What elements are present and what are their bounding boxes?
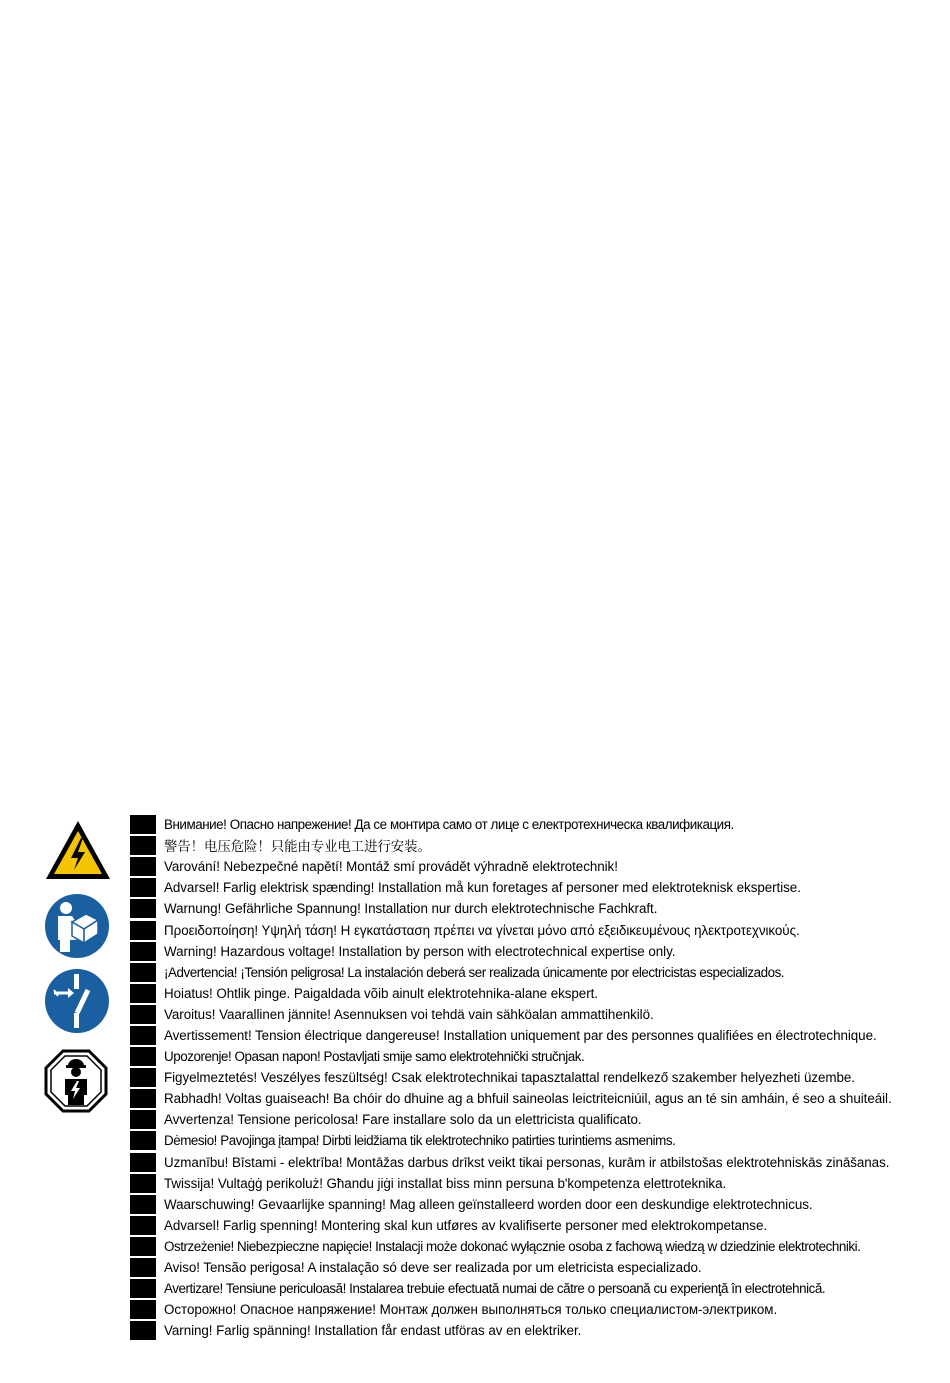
warning-row (130, 1130, 940, 1151)
electrician-only-icon (44, 1049, 108, 1113)
warning-row (130, 835, 940, 856)
language-marker (130, 963, 156, 982)
warning-text: Waarschuwing! Gevaarlijke spanning! Mag alleen geïnstalleerd worden door een deskundige elektrotechnicus. (164, 1196, 813, 1212)
warning-row (130, 1236, 940, 1257)
language-marker (130, 984, 156, 1003)
warning-text: Varování! Nebezpečné napětí! Montáž smí provádět výhradně elektrotechnik! (164, 859, 618, 875)
warning-row (130, 941, 940, 962)
warning-text: Varning! Farlig spänning! Installation får endast utföras av en elektriker. (164, 1323, 582, 1339)
warning-text: Warning! Hazardous voltage! Installation by person with electrotechnical expertise only. (164, 943, 676, 959)
language-marker (130, 1321, 156, 1340)
warning-row (130, 1194, 940, 1215)
warning-text: Rabhadh! Voltas guaiseach! Ba chóir do dhuine ag a bhfuil saineolas leictriteicniúil, agus an té sin amháin, é seo a shuiteáil. (164, 1091, 892, 1107)
warning-text: Προειδοποίηση! Υψηλή τάση! Η εγκατάσταση πρέπει να γίνεται μόνο από εξειδικευμένους ηλεκτροτεχνικούς. (164, 922, 800, 938)
language-marker (130, 1026, 156, 1045)
warning-row (130, 1278, 940, 1299)
warning-row (130, 1257, 940, 1278)
warning-row (130, 1173, 940, 1194)
warning-text: Dėmesio! Pavojinga įtampa! Dirbti leidžiama tik elektrotechniko patirties turintiems asmenims. (164, 1133, 676, 1149)
warning-text: Advarsel! Farlig elektrisk spænding! Installation må kun foretages af personer med elektroteknisk ekspertise. (164, 880, 801, 896)
warning-row (130, 1025, 940, 1046)
warning-text: ¡Advertencia! ¡Tensión peligrosa! La instalación deberá ser realizada únicamente por electricistas especializados. (164, 964, 785, 980)
language-marker (130, 1068, 156, 1087)
language-marker (130, 899, 156, 918)
warning-text: Осторожно! Опасное напряжение! Монтаж должен выполняться только специалистом-электриком. (164, 1302, 778, 1318)
warning-text: Upozorenje! Opasan napon! Postavljati smije samo elektrotehnički stručnjak. (164, 1049, 585, 1065)
language-marker (130, 878, 156, 897)
warning-text: Внимание! Опасно напрежение! Да се монтира само от лице с електротехническа квалификация. (164, 817, 734, 833)
language-marker (130, 1216, 156, 1235)
warning-text: Avvertenza! Tensione pericolosa! Fare installare solo da un elettricista qualificato. (164, 1112, 642, 1128)
warning-text: Aviso! Tensão perigosa! A instalação só deve ser realizada por um eletricista especializado. (164, 1260, 702, 1276)
warning-text: Figyelmeztetés! Veszélyes feszültség! Csak elektrotechnikai tapasztalattal rendelkező szakember helyezheti üzembe. (164, 1070, 855, 1086)
warning-row (130, 1299, 940, 1320)
warnings-list (130, 814, 940, 1341)
warning-row (130, 1046, 940, 1067)
warning-row (130, 919, 940, 940)
warning-text: Hoiatus! Ohtlik pinge. Paigaldada võib ainult elektrotehnika-alane ekspert. (164, 985, 598, 1001)
language-marker (130, 1195, 156, 1214)
warning-row (130, 983, 940, 1004)
warning-text: Varoitus! Vaarallinen jännite! Asennuksen voi tehdä vain sähköalan ammattihenkilö. (164, 1006, 654, 1022)
warning-row (130, 898, 940, 919)
warning-row (130, 962, 940, 983)
language-marker (130, 1047, 156, 1066)
warning-row (130, 856, 940, 877)
language-marker (130, 1279, 156, 1298)
language-marker (130, 1258, 156, 1277)
language-marker (130, 921, 156, 940)
language-marker (130, 1110, 156, 1129)
language-marker (130, 1131, 156, 1150)
warning-row (130, 1109, 940, 1130)
disconnect-power-icon (44, 968, 110, 1034)
warning-row (130, 1215, 940, 1236)
language-marker (130, 1300, 156, 1319)
warning-row (130, 1320, 940, 1341)
warning-row (130, 1088, 940, 1109)
warning-text: Warnung! Gefährliche Spannung! Installation nur durch elektrotechnische Fachkraft. (164, 901, 658, 917)
warning-text: Advarsel! Farlig spenning! Montering skal kun utføres av kvalifiserte personer med elektrokompetanse. (164, 1217, 768, 1233)
language-marker (130, 1005, 156, 1024)
warning-row (130, 1152, 940, 1173)
language-marker (130, 815, 156, 834)
read-manual-icon (44, 893, 110, 959)
language-marker (130, 1237, 156, 1256)
high-voltage-warning-icon (44, 818, 112, 882)
language-marker (130, 1174, 156, 1193)
language-marker (130, 942, 156, 961)
warning-text: Ostrzeżenie! Niebezpieczne napięcie! Instalacji może dokonać wyłącznie osoba z fachową wiedzą w dziedzinie elektrotechniki. (164, 1238, 861, 1254)
language-marker (130, 836, 156, 855)
warning-text: Avertizare! Tensiune periculoasă! Instalarea trebuie efectuată numai de către o persoană cu experienţă în electrotehnică. (164, 1281, 826, 1297)
warning-text: Twissija! Vultaġġ perikoluż! Għandu jiġi installat biss minn persuna b'kompetenza elettroteknika. (164, 1175, 727, 1191)
warning-text: Avertissement! Tension électrique dangereuse! Installation uniquement par des personnes qualifiées en électrotechnique. (164, 1027, 877, 1043)
warning-row (130, 814, 940, 835)
language-marker (130, 1153, 156, 1172)
warning-row (130, 1004, 940, 1025)
language-marker (130, 1089, 156, 1108)
language-marker (130, 857, 156, 876)
warning-row (130, 877, 940, 898)
warning-row (130, 1067, 940, 1088)
warning-text: 警告！电压危险！只能由专业电工进行安装。 (164, 839, 431, 855)
warning-text: Uzmanību! Bīstami - elektrība! Montāžas darbus drīkst veikt tikai personas, kurām ir atbilstošas elektrotehniskās zināšanas. (164, 1154, 890, 1170)
